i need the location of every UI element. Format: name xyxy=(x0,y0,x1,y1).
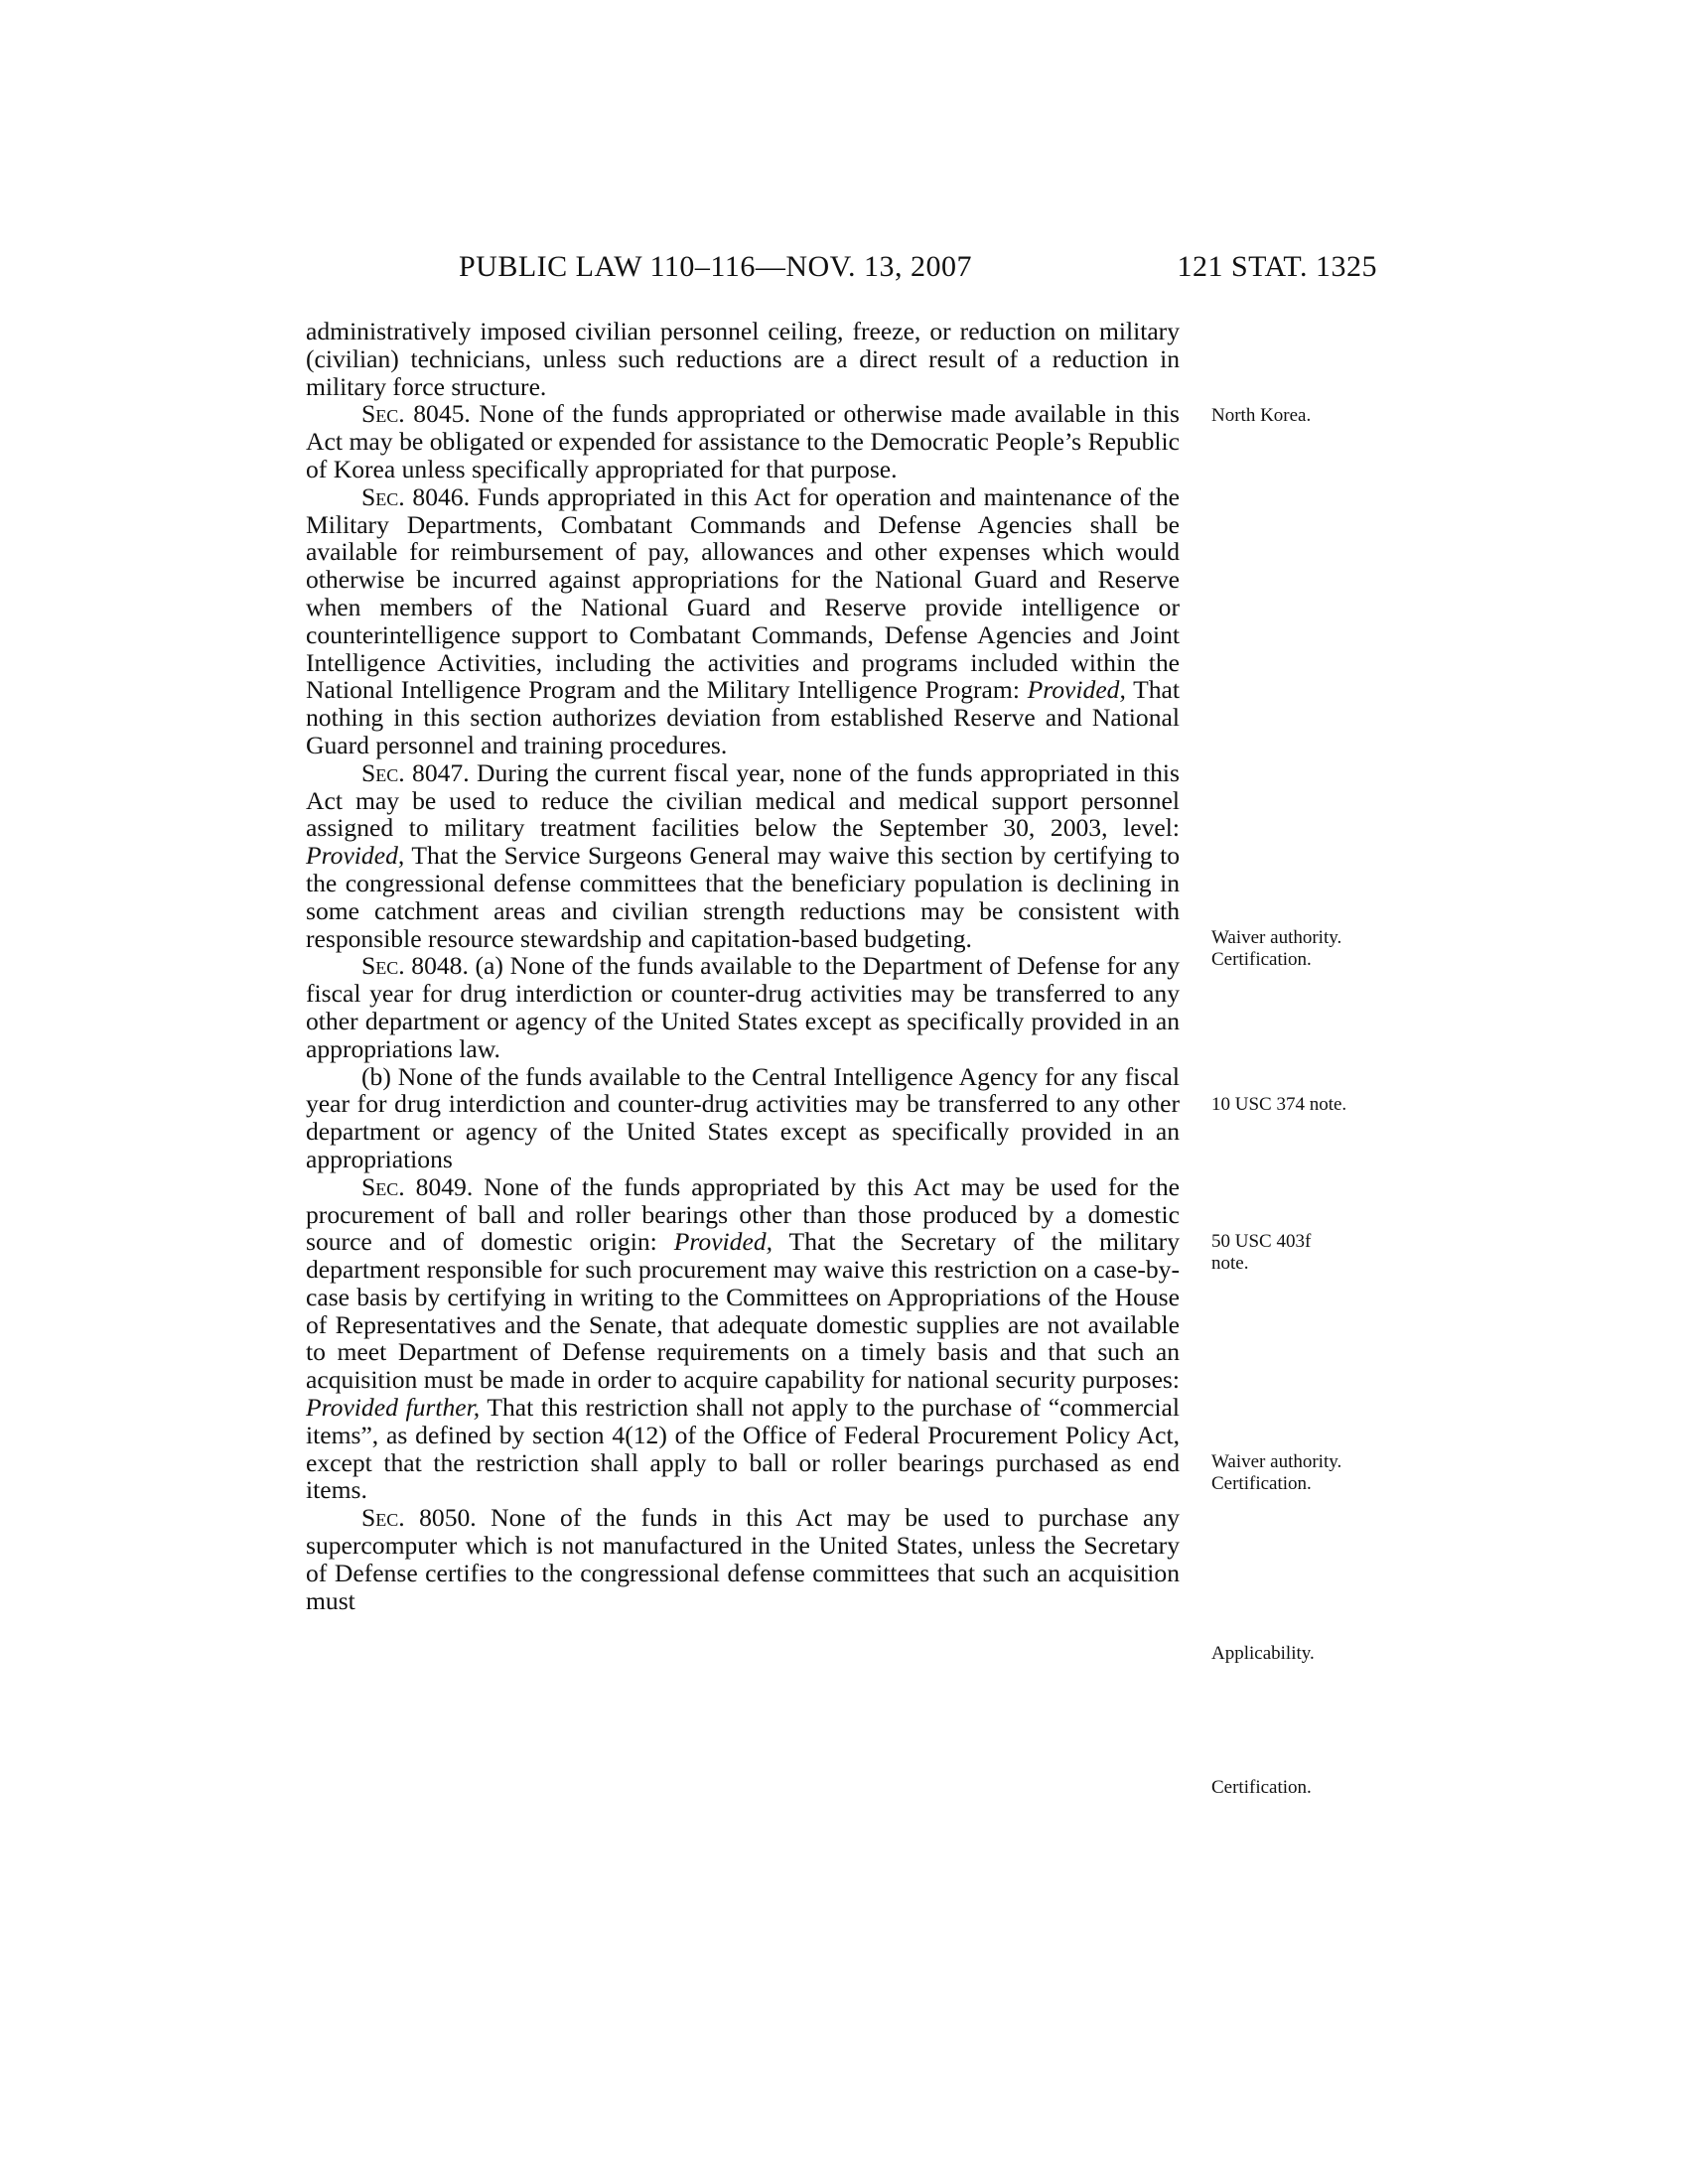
public-law-citation: PUBLIC LAW 110–116—NOV. 13, 2007 xyxy=(459,250,972,283)
section-8047: Sec. 8047. During the current fiscal year, none of the funds appropriated in this Act may be used to reduce the civilian medical and medical support personnel assigned to military treatment facilities below the September 30, 2003, level: Provided, That the Service Surgeons General may waive this section by certifying to the congressional defense committees that the beneficiary population is declining in some catchment areas and civilian strength reductions may be consistent with responsible resource stewardship and capitation-based budgeting. xyxy=(306,757,1180,953)
paragraph-continuation: administratively imposed civilian personnel ceiling, freeze, or reduction on military (civilian) technicians, unless such reductions are a direct result of a reduction in military force structure. xyxy=(306,317,1180,401)
margin-note-applicability: Applicability. xyxy=(1211,1643,1315,1664)
page-header xyxy=(459,250,1377,290)
margin-note-waiver-8049: Waiver authority. Certification. xyxy=(1211,1451,1342,1494)
section-8045: Sec. 8045. None of the funds appropriated or otherwise made available in this Act may be obligated or expended for assistance to the Democratic People’s Republic of Korea unless specifically appropriated for that purpose. xyxy=(306,399,1180,483)
margin-note-waiver-8047: Waiver authority. Certification. xyxy=(1211,927,1342,970)
margin-note-50-usc: 50 USC 403f note. xyxy=(1211,1231,1312,1274)
document-body xyxy=(306,318,1180,1614)
margin-note-certification-8050: Certification. xyxy=(1211,1777,1312,1798)
section-8048-a: Sec. 8048. (a) None of the funds available to the Department of Defense for any fiscal year for drug interdiction or counter-drug activities may be transferred to any other department or agency of the United States except as specifically provided in an appropriations law. xyxy=(306,951,1180,1063)
margin-note-north-korea: North Korea. xyxy=(1211,405,1312,426)
margin-note-10-usc: 10 USC 374 note. xyxy=(1211,1094,1347,1115)
section-8050: Sec. 8050. None of the funds in this Act may be used to purchase any supercomputer which is not manufactured in the United States, unless the Secretary of Defense certifies to the congressional defense committees that such an acquisition must xyxy=(306,1503,1180,1615)
section-8048-b: (b) None of the funds available to the Central Intelligence Agency for any fiscal year for drug interdiction and counter-drug activities may be transferred to any other department or agency of the United States except as specifically provided in an appropriations xyxy=(306,1061,1180,1173)
statute-page-number: 121 STAT. 1325 xyxy=(1177,250,1377,283)
section-8046: Sec. 8046. Funds appropriated in this Act for operation and maintenance of the Military Departments, Combatant Commands and Defense Agencies shall be available for reimbursement of pay, allowances and other expenses which would otherwise be incurred against appropriations for the National Guard and Reserve when members of the National Guard and Reserve provide intelligence or counterintelligence support to Combatant Commands, Defense Agencies and Joint Intelligence Activities, including the activities and programs included within the National Intelligence Program and the Military Intelligence Program: Provided, That nothing in this section authorizes deviation from established Reserve and National Guard personnel and training procedures. xyxy=(306,481,1180,759)
section-8049: Sec. 8049. None of the funds appropriated by this Act may be used for the procurement of ball and roller bearings other than those produced by a domestic source and of domestic origin: Provided, That the Secretary of the military department responsible for such procurement may waive this restriction on a case-by-case basis by certifying in writing to the Committees on Appropriations of the House of Representatives and the Senate, that adequate domestic supplies are not available to meet Department of Defense requirements on a timely basis and that such an acquisition must be made in order to acquire capability for national security purposes: Provided further, That this restriction shall not apply to the purchase of “commercial items”, as defined by section 4(12) of the Office of Federal Procurement Policy Act, except that the restriction shall apply to ball or roller bearings purchased as end items. xyxy=(306,1171,1180,1505)
